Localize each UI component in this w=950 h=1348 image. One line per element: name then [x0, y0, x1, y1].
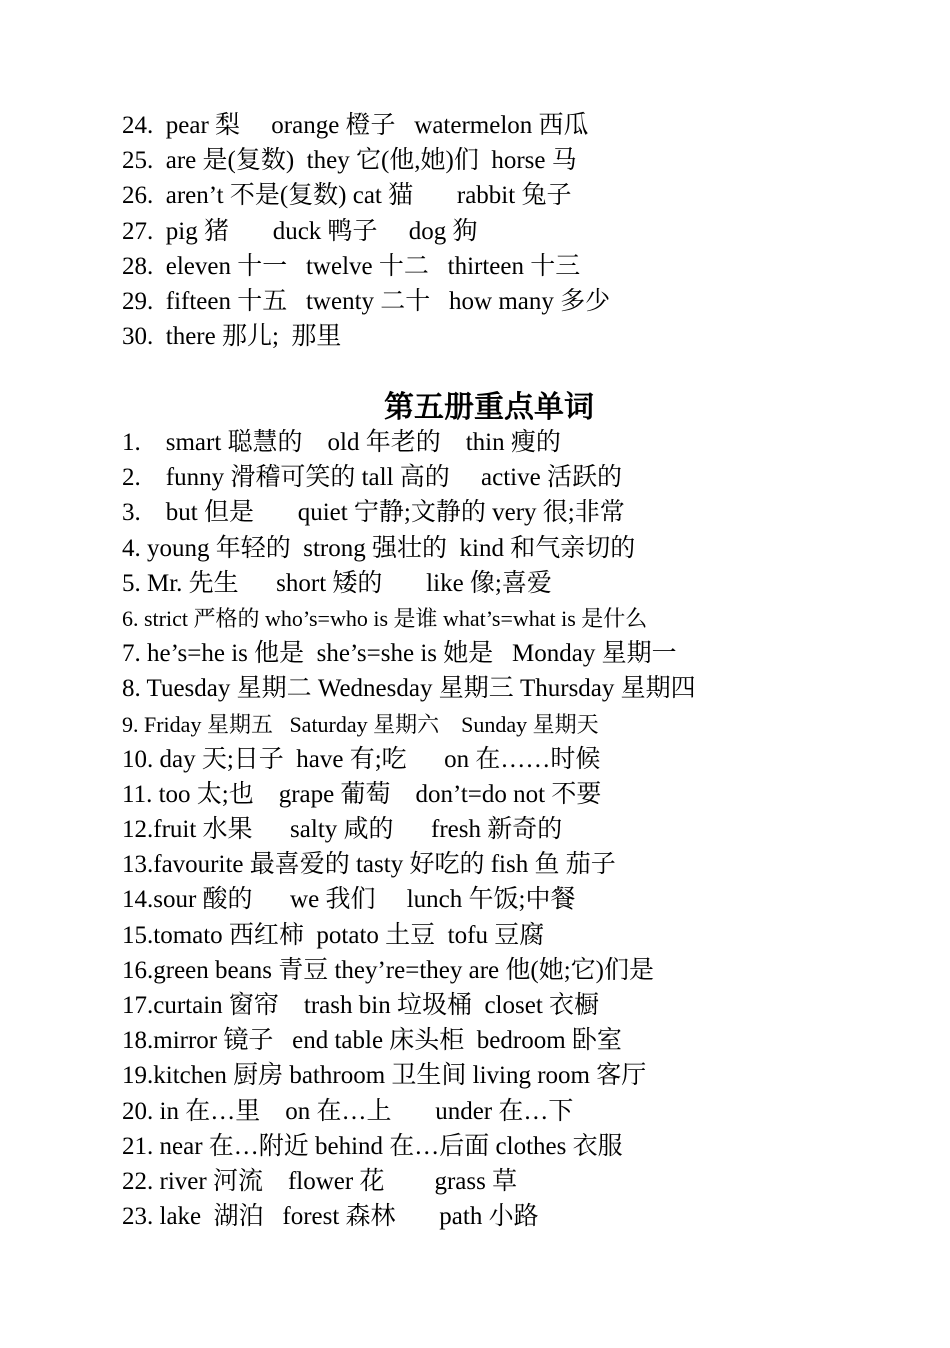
vocabulary-list-continued — [122, 108, 882, 354]
vocab-line-4: 4. young 年轻的 strong 强壮的 kind 和气亲切的 — [122, 534, 636, 562]
vocab-line-21: 21. near 在…附近 behind 在…后面 clothes 衣服 — [122, 1132, 623, 1160]
vocabulary-list-book-five — [122, 425, 882, 1234]
vocab-line-17: 17.curtain 窗帘 trash bin 垃圾桶 closet 衣橱 — [122, 992, 600, 1019]
vocab-line-10: 10. day 天;日子 have 有;吃 on 在……时候 — [122, 745, 601, 773]
vocab-line-5: 5. Mr. 先生 short 矮的 like 像;喜爱 — [122, 569, 552, 597]
vocab-line-28: 28. eleven 十一 twelve 十二 thirteen 十三 — [122, 252, 581, 280]
vocab-line-25: 25. are 是(复数) they 它(他,她)们 horse 马 — [122, 147, 577, 175]
vocab-line-20: 20. in 在…里 on 在…上 under 在…下 — [122, 1097, 574, 1125]
vocab-line-29: 29. fifteen 十五 twenty 二十 how many 多少 — [122, 287, 611, 315]
vocab-line-1: 1. smart 聪慧的 old 年老的 thin 瘦的 — [122, 429, 561, 456]
vocab-line-24: 24. pear 梨 orange 橙子 watermelon 西瓜 — [122, 112, 589, 139]
vocab-line-8: 8. Tuesday 星期二 Wednesday 星期三 Thursday 星期四 — [122, 675, 696, 703]
vocab-line-27: 27. pig 猪 duck 鸭子 dog 狗 — [122, 217, 478, 245]
vocab-line-12: 12.fruit 水果 salty 咸的 fresh 新奇的 — [122, 816, 563, 844]
vocab-line-15: 15.tomato 西红柿 potato 土豆 tofu 豆腐 — [122, 921, 545, 949]
vocab-line-2: 2. funny 滑稽可笑的 tall 高的 active 活跃的 — [122, 464, 622, 492]
vocab-line-16: 16.green beans 青豆 they’re=they are 他(她;它)们是 — [122, 956, 654, 984]
vocab-line-7: 7. he’s=he is 他是 she’s=she is 她是 Monday 星期一 — [122, 640, 677, 668]
vocab-line-19: 19.kitchen 厨房 bathroom 卫生间 living room 客厅 — [122, 1062, 647, 1090]
vocab-line-26: 26. aren’t 不是(复数) cat 猫 rabbit 兔子 — [122, 182, 572, 210]
vocab-line-9: 9. Friday 星期五 Saturday 星期六 Sunday 星期天 — [122, 711, 599, 737]
vocab-line-22: 22. river 河流 flower 花 grass 草 — [122, 1167, 518, 1195]
section-title: 第五册重点单词 — [384, 390, 594, 425]
vocab-line-23: 23. lake 湖泊 forest 森林 path 小路 — [122, 1203, 539, 1231]
vocab-line-11: 11. too 太;也 grape 葡萄 don’t=do not 不要 — [122, 780, 602, 808]
vocab-line-30: 30. there 那儿; 那里 — [122, 323, 342, 351]
vocab-line-18: 18.mirror 镜子 end table 床头柜 bedroom 卧室 — [122, 1027, 622, 1055]
vocab-line-6: 6. strict 严格的 who’s=who is 是谁 what’s=what is 是什么 — [122, 605, 648, 631]
vocab-line-14: 14.sour 酸的 we 我们 lunch 午饭;中餐 — [122, 886, 576, 914]
vocab-line-13: 13.favourite 最喜爱的 tasty 好吃的 fish 鱼 茄子 — [122, 851, 616, 879]
vocab-line-3: 3. but 但是 quiet 宁静;文静的 very 很;非常 — [122, 499, 625, 527]
